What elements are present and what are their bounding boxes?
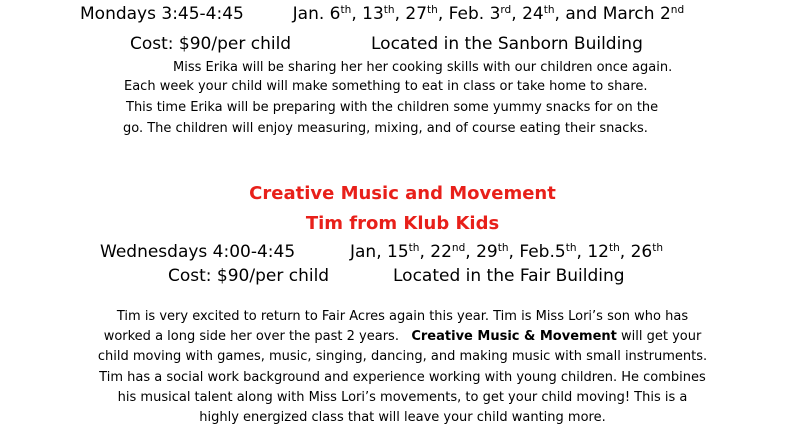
date-2: 13th, (362, 4, 406, 24)
date-5: 12th, (587, 242, 631, 262)
date-6: 26th (630, 242, 664, 262)
cooking-desc-line-2: Each week your child will make something to eat in class or take home to share. (124, 79, 648, 94)
music-cost: Cost: $90/per child (168, 266, 330, 286)
music-desc-line-6: highly energized class that will leave your child wanting more. (199, 410, 606, 425)
music-desc-line-4: Tim has a social work background and experience working with young children. He combines (99, 370, 706, 385)
cooking-schedule-line (80, 4, 684, 24)
music-day-time: Wednesdays 4:00-4:45 (100, 242, 296, 262)
cooking-desc-line-1: Miss Erika will be sharing her her cooking skills with our children once again. (173, 60, 673, 75)
date-1: Jan. 6th, (292, 4, 363, 24)
date-1: Jan, 15th, (349, 242, 431, 262)
date-6: March 2nd (602, 4, 685, 24)
date-4: Feb. 3rd, (448, 4, 523, 24)
music-instructor: Tim from Klub Kids (305, 213, 500, 234)
music-location: Located in the Fair Building (393, 266, 625, 286)
music-desc-line-2: worked a long side her over the past 2 years. Creative Music & Movement will get your (103, 329, 702, 344)
date-4: Feb.5th, (519, 242, 588, 262)
date-3: 27th, (405, 4, 449, 24)
cooking-cost: Cost: $90/per child (130, 34, 292, 54)
music-dates (350, 242, 663, 262)
music-title: Creative Music and Movement (249, 183, 556, 204)
music-schedule-line (100, 242, 663, 262)
cooking-desc-line-3: This time Erika will be preparing with the children some yummy snacks for on the (126, 100, 659, 115)
date-3: 29th, (476, 242, 520, 262)
music-desc-line-1: Tim is very excited to return to Fair Acres again this year. Tim is Miss Lori’s son who has (116, 309, 689, 324)
cooking-day-time: Mondays 3:45-4:45 (80, 4, 244, 24)
date-2: 22nd, (430, 242, 477, 262)
music-desc-line-5: his musical talent along with Miss Lori’s movements, to get your child moving! This is a (117, 390, 688, 405)
cooking-dates (293, 4, 684, 24)
cooking-location: Located in the Sanborn Building (371, 34, 643, 54)
cooking-desc-line-4: go. The children will enjoy measuring, mixing, and of course eating their snacks. (123, 121, 648, 136)
program-name-bold: Creative Music & Movement (411, 329, 617, 344)
date-5: 24th, and (522, 4, 603, 24)
music-desc-line-3: child moving with games, music, singing, dancing, and making music with small instruments. (97, 349, 708, 364)
